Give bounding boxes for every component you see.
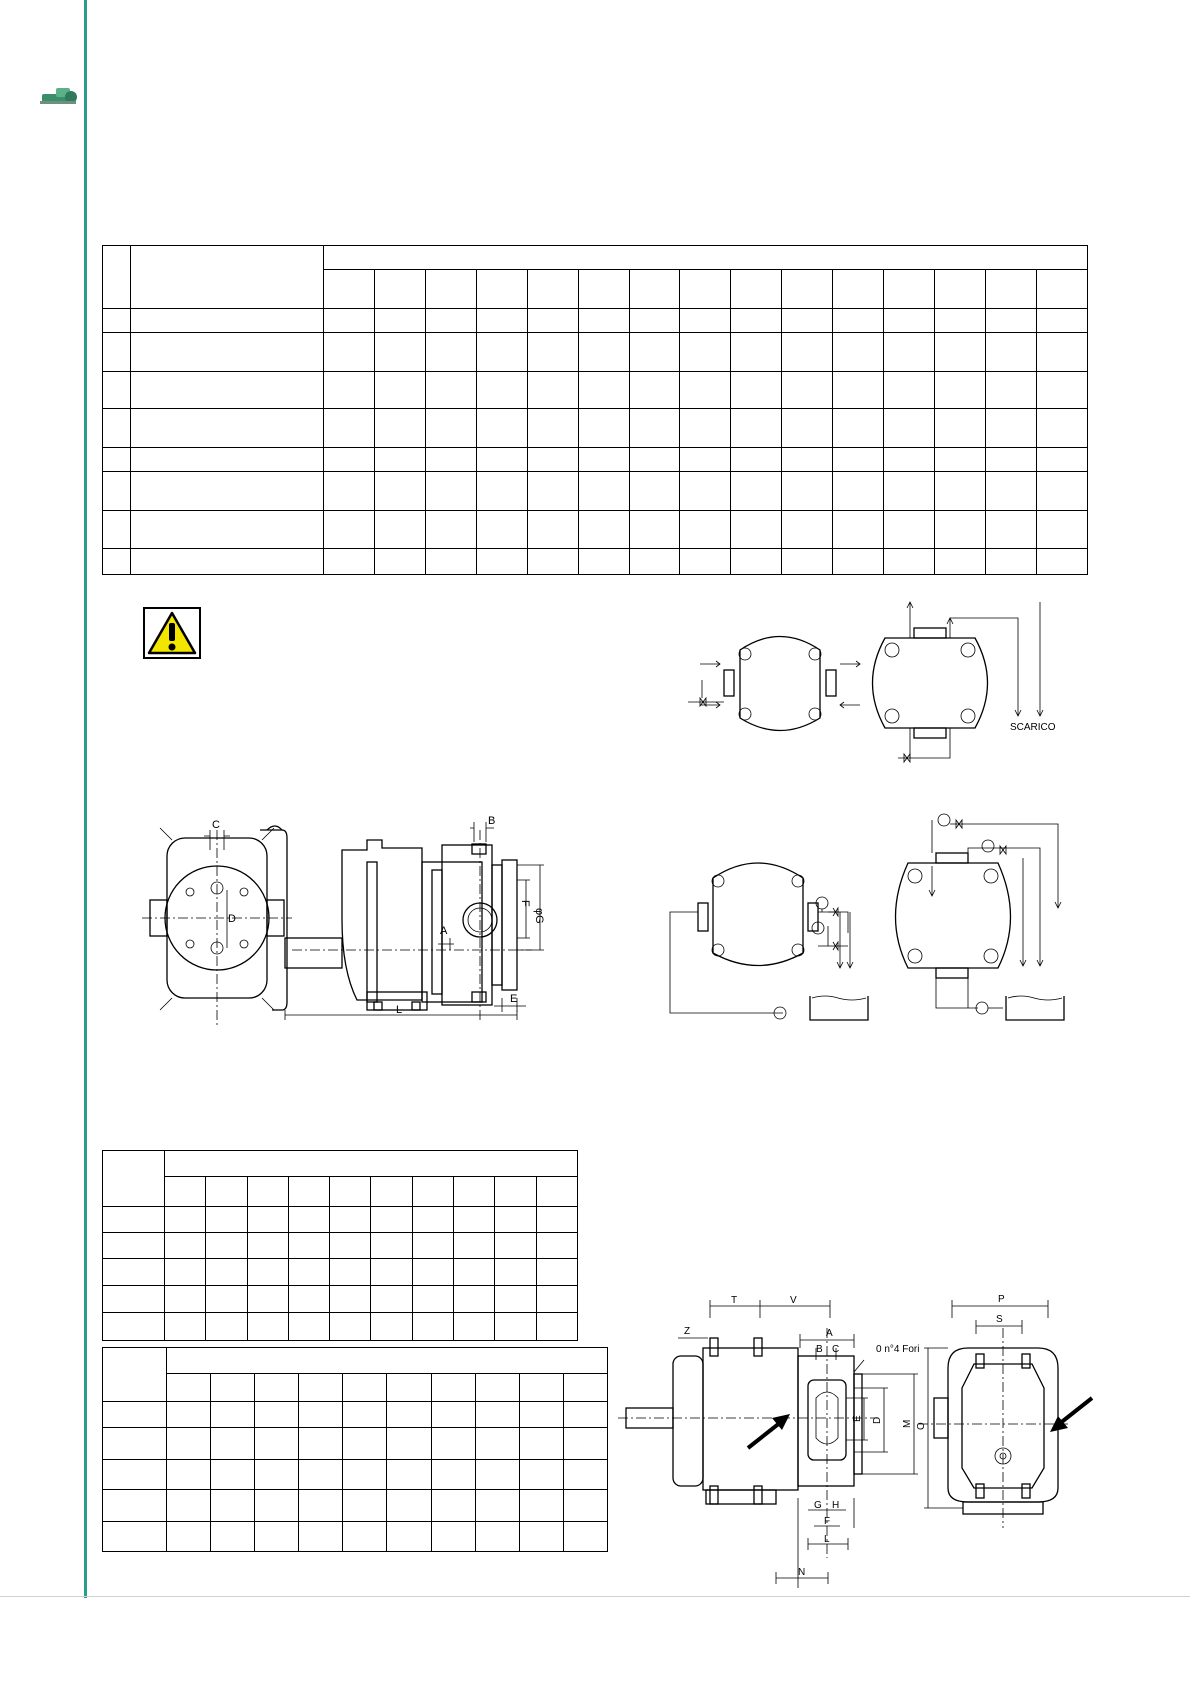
table-row <box>103 1460 608 1490</box>
table-row <box>103 1313 578 1341</box>
table-cell <box>374 270 425 308</box>
table-cell <box>578 270 629 308</box>
table-cell <box>324 270 375 308</box>
table-cell <box>884 270 935 308</box>
table-cell <box>103 1151 165 1207</box>
table-row <box>103 1207 578 1233</box>
dim-g-right-label: G <box>814 1500 822 1511</box>
table-cell <box>425 270 476 308</box>
table-row <box>103 1233 578 1259</box>
table-cell <box>629 270 680 308</box>
dim-c-right-label: C <box>832 1344 840 1355</box>
table-cell <box>833 270 884 308</box>
table-cell <box>985 270 1036 308</box>
dim-l-right-label: L <box>824 1534 830 1545</box>
dim-l-label: L <box>396 1004 403 1016</box>
dim-o-label: O <box>916 1422 927 1430</box>
dim-c-label: C <box>212 819 220 831</box>
table-row <box>103 1522 608 1552</box>
table-row <box>103 308 1088 332</box>
table-cell <box>782 270 833 308</box>
table-cell <box>935 270 986 308</box>
table-row <box>103 1428 608 1460</box>
dimension-table-2 <box>102 1347 608 1552</box>
table-cell <box>324 246 1088 270</box>
table-cell <box>165 1151 578 1177</box>
table-cell <box>131 246 324 309</box>
table-cell <box>527 270 578 308</box>
dim-d-right-label: D <box>872 1416 883 1424</box>
dim-b-label: B <box>488 815 496 827</box>
dim-v-label: V <box>790 1295 797 1306</box>
table-row <box>103 332 1088 371</box>
table-row <box>103 1259 578 1286</box>
dim-g-label: φG <box>533 908 545 924</box>
dim-b-right-label: B <box>816 1344 823 1355</box>
side-accent-rule <box>84 0 87 1598</box>
dim-h-right-label: H <box>832 1500 840 1511</box>
table-row <box>103 1490 608 1522</box>
dim-z-label: Z <box>684 1326 691 1337</box>
table-cell <box>476 270 527 308</box>
dim-t-label: T <box>731 1295 738 1306</box>
scarico-label: SCARICO <box>1010 722 1056 733</box>
spec-table <box>102 245 1088 575</box>
holes-label: 0 n°4 Fori <box>876 1344 920 1355</box>
table-cell <box>167 1348 608 1374</box>
dim-f-right-label: F <box>824 1516 831 1527</box>
table-row <box>103 1402 608 1428</box>
table-row <box>103 372 1088 409</box>
table-cell <box>103 246 131 309</box>
pump-assembly-drawing <box>618 1288 1138 1588</box>
dim-m-label: M <box>902 1419 913 1428</box>
dim-e-label: E <box>510 993 518 1005</box>
connection-schematic-top <box>680 598 1080 768</box>
dim-a-right-label: A <box>826 1328 833 1339</box>
table-row <box>103 511 1088 548</box>
dim-p-label: P <box>998 1294 1005 1305</box>
table-cell <box>1036 270 1087 308</box>
pump-logo-icon <box>40 84 80 106</box>
pump-dimension-drawing <box>142 810 592 1030</box>
connection-schematic-bottom <box>668 808 1068 1028</box>
table-row <box>103 472 1088 511</box>
table-cell <box>731 270 782 308</box>
table-cell <box>103 1348 167 1402</box>
dimension-table-1 <box>102 1150 578 1341</box>
table-cell <box>680 270 731 308</box>
warning-exclamation-icon <box>143 607 201 659</box>
dim-a-label: A <box>440 925 448 937</box>
dim-d-label: D <box>228 913 236 925</box>
table-row <box>103 447 1088 471</box>
footer-rule <box>0 1596 1190 1597</box>
table-row <box>103 1286 578 1313</box>
dim-e-right-label: E <box>852 1415 863 1422</box>
dim-s-label: S <box>996 1314 1003 1325</box>
dim-f-label: F <box>519 900 531 907</box>
table-row <box>103 409 1088 447</box>
dim-n-label: N <box>798 1567 806 1578</box>
table-row <box>103 548 1088 574</box>
